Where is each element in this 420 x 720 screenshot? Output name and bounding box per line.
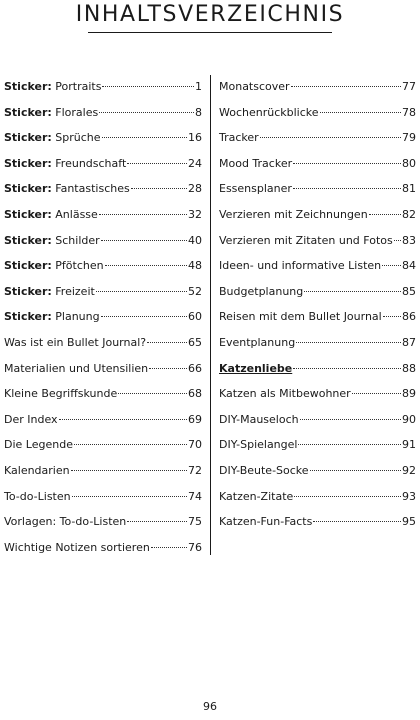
toc-entry-title: [4, 106, 98, 119]
toc-entry-page: 89: [402, 387, 416, 401]
toc-entry-title: [219, 182, 292, 195]
toc-entry-prefix: Sticker:: [4, 80, 52, 93]
toc-entry-text: Ideen- und informative Listen: [219, 259, 382, 273]
toc-entry-text: Katzenliebe: [219, 361, 293, 375]
toc-entry-text: Katzen-Fun-Facts: [219, 515, 313, 529]
toc-entry-prefix: Sticker:: [4, 182, 52, 196]
toc-entry-text: Kleine Begriffskunde: [4, 387, 118, 401]
dot-leader: [99, 214, 187, 215]
dot-leader: [96, 291, 187, 292]
toc-entry-prefix: Sticker:: [4, 207, 52, 221]
toc-entry: [219, 106, 416, 132]
toc-entry-page: 28: [188, 182, 202, 196]
toc-entry-page: 40: [188, 233, 202, 247]
toc-entry-title: [219, 413, 299, 426]
dot-leader: [293, 368, 401, 369]
toc-entry: [4, 464, 202, 490]
toc-entry-title: [219, 259, 381, 272]
toc-entry-page: 91: [402, 438, 416, 452]
toc-entry-text: Reisen mit dem Bullet Journal: [219, 310, 382, 324]
toc-entry-page: 81: [402, 182, 416, 196]
toc-entry-page: 82: [402, 207, 416, 221]
dot-leader: [102, 86, 194, 87]
toc-entry: [219, 182, 416, 208]
toc-entry-title: [219, 387, 351, 400]
toc-entry-page: 92: [402, 463, 416, 477]
toc-entry-page: 70: [188, 438, 202, 452]
toc-entry: [4, 310, 202, 336]
toc-entry-title: [219, 310, 382, 323]
dot-leader: [99, 112, 194, 113]
dot-leader: [293, 188, 401, 189]
toc-entry: [4, 131, 202, 157]
toc-entry-page: 79: [402, 131, 416, 145]
dot-leader: [131, 188, 187, 189]
toc-entry-page: 78: [402, 105, 416, 119]
toc-entry-text: Eventplanung: [219, 335, 296, 349]
toc-entry-text: Essensplaner: [219, 182, 292, 196]
toc-entry: [219, 413, 416, 439]
toc-entry-title: [219, 131, 259, 144]
toc-entry: [219, 387, 416, 413]
toc-entry-prefix: Sticker:: [4, 156, 52, 170]
toc-entry: [219, 336, 416, 362]
toc-entry: [4, 541, 202, 567]
dot-leader: [291, 86, 401, 87]
dot-leader: [383, 316, 401, 317]
toc-entry-text: Portraits: [51, 80, 102, 93]
toc-entry-title: [219, 208, 368, 221]
toc-entry-title: [4, 285, 95, 298]
toc-entry-title: [4, 336, 146, 349]
toc-entry-prefix: Sticker:: [4, 105, 52, 119]
toc-entry: [219, 131, 416, 157]
page-number: 96: [203, 700, 217, 713]
dot-leader: [369, 214, 401, 215]
dot-leader: [72, 496, 187, 497]
toc-entry-page: 88: [402, 361, 416, 375]
dot-leader: [294, 496, 401, 497]
toc-entry-prefix: Sticker:: [4, 259, 52, 273]
dot-leader: [147, 342, 187, 343]
toc-entry-title: [219, 362, 292, 375]
toc-entry-page: 85: [402, 284, 416, 298]
toc-entry-title: [4, 464, 70, 477]
toc-entry: [219, 208, 416, 234]
dot-leader: [151, 547, 187, 548]
dot-leader: [59, 419, 187, 420]
toc-entry-title: [4, 387, 117, 400]
toc-entry-title: [4, 234, 100, 247]
toc-entry: [4, 438, 202, 464]
toc-entry-page: 76: [188, 540, 202, 554]
toc-entry: [219, 285, 416, 311]
toc-entry: [4, 234, 202, 260]
toc-entry-text: Florales: [51, 105, 99, 119]
toc-entry-title: [219, 515, 312, 528]
toc-entry-text: Freizeit: [51, 284, 95, 298]
toc-entry-title: [4, 310, 100, 323]
toc-entry: [4, 336, 202, 362]
toc-entry-text: Budgetplanung: [219, 284, 304, 298]
toc-entry-page: 69: [188, 412, 202, 426]
toc-entry-page: 32: [188, 207, 202, 221]
toc-entry-page: 60: [188, 310, 202, 324]
toc-entry-title: [4, 259, 104, 272]
toc-entry-page: 84: [402, 259, 416, 273]
toc-entry: [4, 208, 202, 234]
toc-entry-text: To-do-Listen: [4, 489, 71, 503]
dot-leader: [394, 240, 401, 241]
dot-leader: [127, 163, 187, 164]
title-underline: [88, 32, 332, 33]
toc-entry: [219, 157, 416, 183]
dot-leader: [300, 419, 401, 420]
dot-leader: [105, 265, 187, 266]
toc-entry: [4, 515, 202, 541]
toc-entry-text: Der Index: [4, 412, 58, 426]
toc-entry-text: Monatscover: [219, 80, 290, 93]
toc-entry: [4, 490, 202, 516]
toc-entry-title: [219, 285, 303, 298]
dot-leader: [296, 342, 401, 343]
toc-entry-text: DIY-Spielangel: [219, 438, 298, 452]
toc-entry: [4, 259, 202, 285]
toc-entry-prefix: Sticker:: [4, 131, 52, 145]
toc-entry-title: [219, 234, 393, 247]
toc-entry-text: Verzieren mit Zeichnungen: [219, 207, 368, 221]
toc-entry-title: [219, 490, 293, 503]
toc-left-column: [4, 80, 202, 566]
toc-entry-page: 72: [188, 463, 202, 477]
toc-entry-page: 75: [188, 515, 202, 529]
dot-leader: [352, 393, 401, 394]
dot-leader: [127, 521, 187, 522]
toc-entry-text: Pfötchen: [51, 259, 104, 273]
toc-entry-title: [4, 438, 73, 451]
toc-entry: [4, 157, 202, 183]
toc-entry-title: [4, 80, 101, 93]
page-title: INHALTSVERZEICHNIS: [75, 2, 345, 27]
toc-entry: [219, 490, 416, 516]
toc-entry-text: Tracker: [219, 131, 259, 145]
toc-entry-page: 65: [188, 335, 202, 349]
toc-entry-text: Was ist ein Bullet Journal?: [4, 335, 147, 349]
toc-entry: [219, 464, 416, 490]
dot-leader: [293, 163, 401, 164]
toc-entry-page: 66: [188, 361, 202, 375]
toc-entry: [4, 106, 202, 132]
toc-entry-title: [4, 515, 126, 528]
toc-entry-text: DIY-Mauseloch: [219, 412, 299, 426]
toc-entry-text: Planung: [51, 310, 100, 324]
toc-entry-page: 95: [402, 515, 416, 529]
toc-entry-text: Sprüche: [51, 131, 101, 145]
toc-entry-text: Mood Tracker: [219, 156, 293, 170]
toc-entry: [219, 438, 416, 464]
toc-entry-page: 80: [402, 156, 416, 170]
toc-entry: [219, 80, 416, 106]
toc-entry-text: Kalendarien: [4, 463, 70, 477]
toc-entry-page: 16: [188, 131, 202, 145]
dot-leader: [260, 137, 401, 138]
column-divider: [210, 75, 211, 555]
toc-entry-page: 87: [402, 335, 416, 349]
toc-entry-page: 48: [188, 259, 202, 273]
toc-entry: [4, 362, 202, 388]
toc-entry: [219, 234, 416, 260]
toc-entry-page: 52: [188, 284, 202, 298]
toc-entry-text: Verzieren mit Zitaten und Fotos: [219, 233, 393, 247]
dot-leader: [71, 470, 187, 471]
dot-leader: [149, 368, 187, 369]
toc-entry-text: Fantastisches: [51, 182, 130, 196]
dot-leader: [382, 265, 401, 266]
toc-entry-title: [4, 362, 148, 375]
toc-entry-prefix: Sticker:: [4, 310, 52, 324]
dot-leader: [304, 291, 401, 292]
toc-entry-title: [219, 106, 319, 119]
toc-entry: [219, 259, 416, 285]
dot-leader: [102, 137, 187, 138]
toc-entry-page: 90: [402, 412, 416, 426]
toc-entry-title: [4, 413, 58, 426]
dot-leader: [101, 316, 187, 317]
toc-entry: [4, 182, 202, 208]
toc-entry-title: [219, 80, 290, 93]
toc-entry: [4, 80, 202, 106]
toc-entry: [219, 515, 416, 541]
toc-entry-page: 83: [402, 233, 416, 247]
toc-entry-page: 77: [402, 80, 416, 93]
dot-leader: [74, 444, 187, 445]
toc-entry-title: [219, 157, 292, 170]
toc-entry-title: [4, 208, 98, 221]
toc-entry-page: 24: [188, 156, 202, 170]
toc-entry-prefix: Sticker:: [4, 284, 52, 298]
toc-entry: [4, 413, 202, 439]
toc-entry-page: 8: [195, 105, 202, 119]
toc-entry-title: [4, 182, 130, 195]
toc-entry-text: Materialien und Utensilien: [4, 361, 149, 375]
toc-entry-text: Die Legende: [4, 438, 73, 452]
dot-leader: [101, 240, 187, 241]
toc-entry-text: Anlässe: [51, 207, 98, 221]
toc-entry-page: 93: [402, 489, 416, 503]
toc-entry-title: [4, 490, 71, 503]
toc-entry-text: Wichtige Notizen sortieren: [4, 540, 150, 554]
dot-leader: [320, 112, 401, 113]
toc-entry-text: Freundschaft: [51, 156, 127, 170]
toc-entry-text: Wochenrückblicke: [219, 105, 319, 119]
toc-entry-title: [4, 541, 150, 554]
toc-entry-text: Katzen-Zitate: [219, 489, 294, 503]
toc-entry-text: Vorlagen: To-do-Listen: [4, 515, 127, 529]
dot-leader: [298, 444, 401, 445]
toc-entry-text: Katzen als Mitbewohner: [219, 387, 351, 401]
toc-entry-text: Schilder: [51, 233, 100, 247]
dot-leader: [310, 470, 401, 471]
toc-entry: [4, 285, 202, 311]
toc-entry: [219, 362, 416, 388]
toc-entry: [219, 310, 416, 336]
toc-entry-prefix: Sticker:: [4, 233, 52, 247]
toc-right-column: [219, 80, 416, 541]
dot-leader: [118, 393, 187, 394]
dot-leader: [313, 521, 401, 522]
toc-entry-title: [4, 131, 101, 144]
toc-entry-page: 1: [195, 80, 202, 93]
toc-entry-title: [219, 336, 295, 349]
toc-entry-page: 68: [188, 387, 202, 401]
toc-entry: [4, 387, 202, 413]
toc-entry-page: 74: [188, 489, 202, 503]
toc-entry-page: 86: [402, 310, 416, 324]
toc-entry-text: DIY-Beute-Socke: [219, 463, 309, 477]
toc-entry-title: [219, 438, 297, 451]
toc-entry-title: [219, 464, 309, 477]
toc-entry-title: [4, 157, 126, 170]
